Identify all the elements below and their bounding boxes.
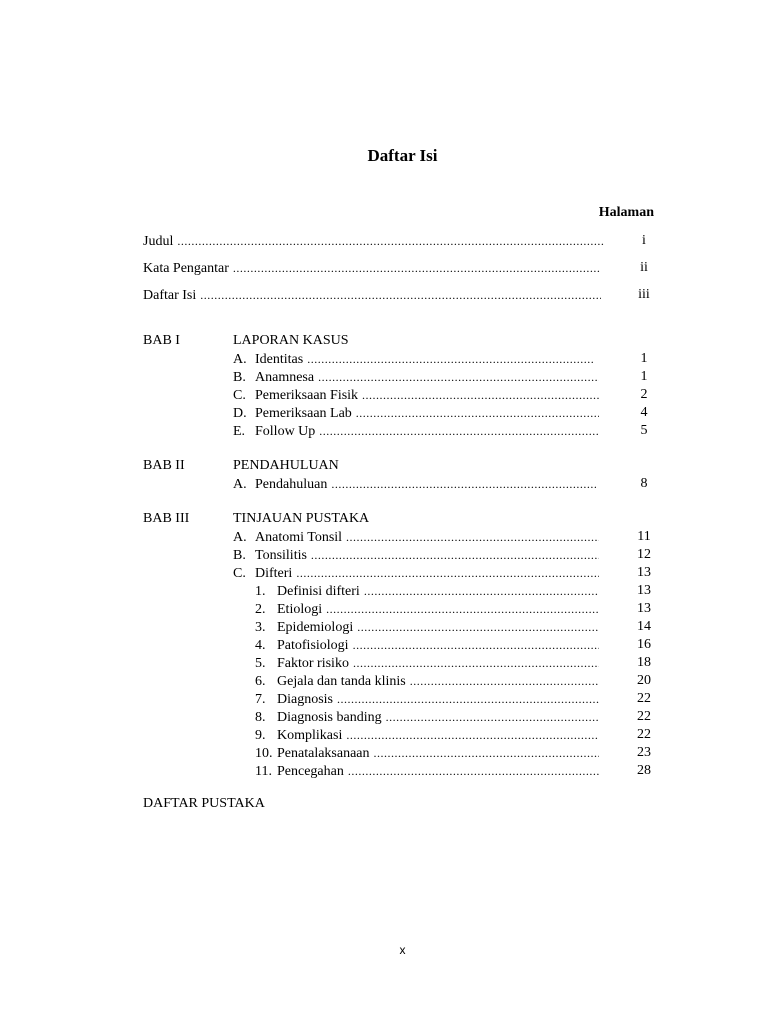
toc-subentry [255,654,599,672]
leader-dots [311,546,599,564]
toc-entry-page: 14 [637,619,651,634]
toc-entry-page: i [642,233,646,248]
toc-entry-label: Etiologi [277,602,323,617]
toc-subentry [255,672,599,690]
toc-entry-marker: B. [233,548,246,563]
toc-entry-marker: 11. [255,764,272,779]
toc-entry-page: 22 [637,709,651,724]
page-title: Daftar Isi [367,146,438,165]
leader-dots [296,564,599,582]
toc-entry [233,475,596,493]
toc-entry-label: Penatalaksanaan [277,746,370,761]
chapter-label: BAB II [143,458,185,473]
toc-entry-page: 28 [637,763,651,778]
toc-entry [233,404,599,422]
toc-subentry [255,726,599,744]
leader-dots [348,762,599,780]
toc-entry [143,232,605,250]
leader-dots [331,475,596,493]
page-column-header: Halaman [598,205,654,220]
toc-entry [233,350,595,368]
toc-entry-marker: 2. [255,602,266,617]
leader-dots [233,259,601,277]
leader-dots [356,404,599,422]
leader-dots [357,618,599,636]
toc-subentry [255,708,599,726]
toc-entry-page: 20 [637,673,651,688]
toc-entry-page: 13 [637,565,651,580]
toc-entry-marker: C. [233,388,246,403]
toc-entry-page: 12 [637,547,651,562]
toc-entry-page: 8 [640,476,648,491]
leader-dots [362,386,599,404]
leader-dots [353,636,599,654]
toc-entry-marker: E. [233,424,246,439]
toc-entry [233,546,599,564]
chapter-heading: TINJAUAN PUSTAKA [233,511,370,526]
chapter-label: BAB III [143,511,190,526]
toc-subentry [255,636,599,654]
toc-entry-label: Pemeriksaan Fisik [255,388,359,403]
toc-subentry [255,690,599,708]
toc-entry [233,528,599,546]
toc-entry [233,564,599,582]
leader-dots [374,744,599,762]
toc-entry-label: Diagnosis [277,692,333,707]
toc-entry-page: 23 [637,745,651,760]
toc-entry-label: Anatomi Tonsil [255,530,343,545]
leader-dots [346,528,599,546]
toc-entry-page: 13 [637,601,651,616]
toc-entry-label: Kata Pengantar [143,261,229,276]
toc-entry-label: Follow Up [255,424,316,439]
leader-dots [177,232,605,250]
toc-entry-label: Diagnosis banding [277,710,382,725]
toc-entry-label: Epidemiologi [277,620,354,635]
leader-dots [386,708,599,726]
toc-entry-page: 18 [637,655,651,670]
toc-entry-marker: 7. [255,692,266,707]
toc-entry-label: Gejala dan tanda klinis [277,674,406,689]
leader-dots [410,672,599,690]
toc-entry-marker: B. [233,370,246,385]
toc-entry-marker: 3. [255,620,266,635]
toc-entry-page: ii [640,260,648,275]
toc-entry-label: Tonsilitis [255,548,307,563]
leader-dots [200,286,601,304]
toc-entry [233,368,599,386]
toc-entry-marker: A. [233,477,247,492]
toc-entry-marker: A. [233,352,247,367]
chapter-heading: LAPORAN KASUS [233,333,349,348]
toc-entry-label: Pendahuluan [255,477,328,492]
toc-entry-label: Faktor risiko [277,656,349,671]
toc-entry-page: 11 [637,529,651,544]
toc-entry [233,386,599,404]
page-number: x [399,943,406,957]
toc-entry-label: Difteri [255,566,293,581]
toc-entry-marker: D. [233,406,247,421]
leader-dots [318,368,599,386]
toc-entry-label: Definisi difteri [277,584,360,599]
toc-entry-page: 16 [637,637,651,652]
toc-entry-page: 2 [640,387,648,402]
toc-subentry [255,618,599,636]
toc-entry-label: Patofisiologi [277,638,349,653]
leader-dots [326,600,599,618]
toc-entry-marker: 9. [255,728,266,743]
leader-dots [319,422,599,440]
toc-subentry [255,744,599,762]
toc-entry-label: Identitas [255,352,304,367]
toc-entry-page: 4 [640,405,648,420]
toc-entry-marker: C. [233,566,246,581]
toc-entry-marker: 10. [255,746,273,761]
leader-dots [364,582,599,600]
toc-entry-page: 13 [637,583,651,598]
toc-entry-label: Judul [143,234,174,249]
leader-dots [346,726,599,744]
toc-entry-page: 1 [640,351,648,366]
toc-entry [143,259,601,277]
chapter-label: BAB I [143,333,180,348]
toc-entry [233,422,599,440]
toc-entry-page: 22 [637,691,651,706]
toc-subentry [255,600,599,618]
toc-subentry [255,762,599,780]
toc-entry-page: 1 [640,369,648,384]
toc-entry-marker: 8. [255,710,266,725]
leader-dots [337,690,599,708]
toc-entry-label: Anamnesa [255,370,315,385]
toc-entry [143,286,601,304]
toc-entry-label: Pencegahan [277,764,344,779]
toc-subentry [255,582,599,600]
chapter-heading: PENDAHULUAN [233,458,339,473]
toc-entry-marker: 4. [255,638,266,653]
toc-entry-label: Daftar Isi [143,288,197,303]
leader-dots [353,654,599,672]
toc-entry-marker: 6. [255,674,266,689]
toc-entry-label: Pemeriksaan Lab [255,406,352,421]
toc-entry-marker: A. [233,530,247,545]
toc-entry-page: iii [638,287,650,302]
bibliography-heading: DAFTAR PUSTAKA [143,796,265,811]
toc-entry-marker: 1. [255,584,266,599]
toc-entry-page: 5 [640,423,648,438]
toc-entry-page: 22 [637,727,651,742]
leader-dots [307,350,595,368]
toc-entry-label: Komplikasi [277,728,343,743]
toc-entry-marker: 5. [255,656,266,671]
